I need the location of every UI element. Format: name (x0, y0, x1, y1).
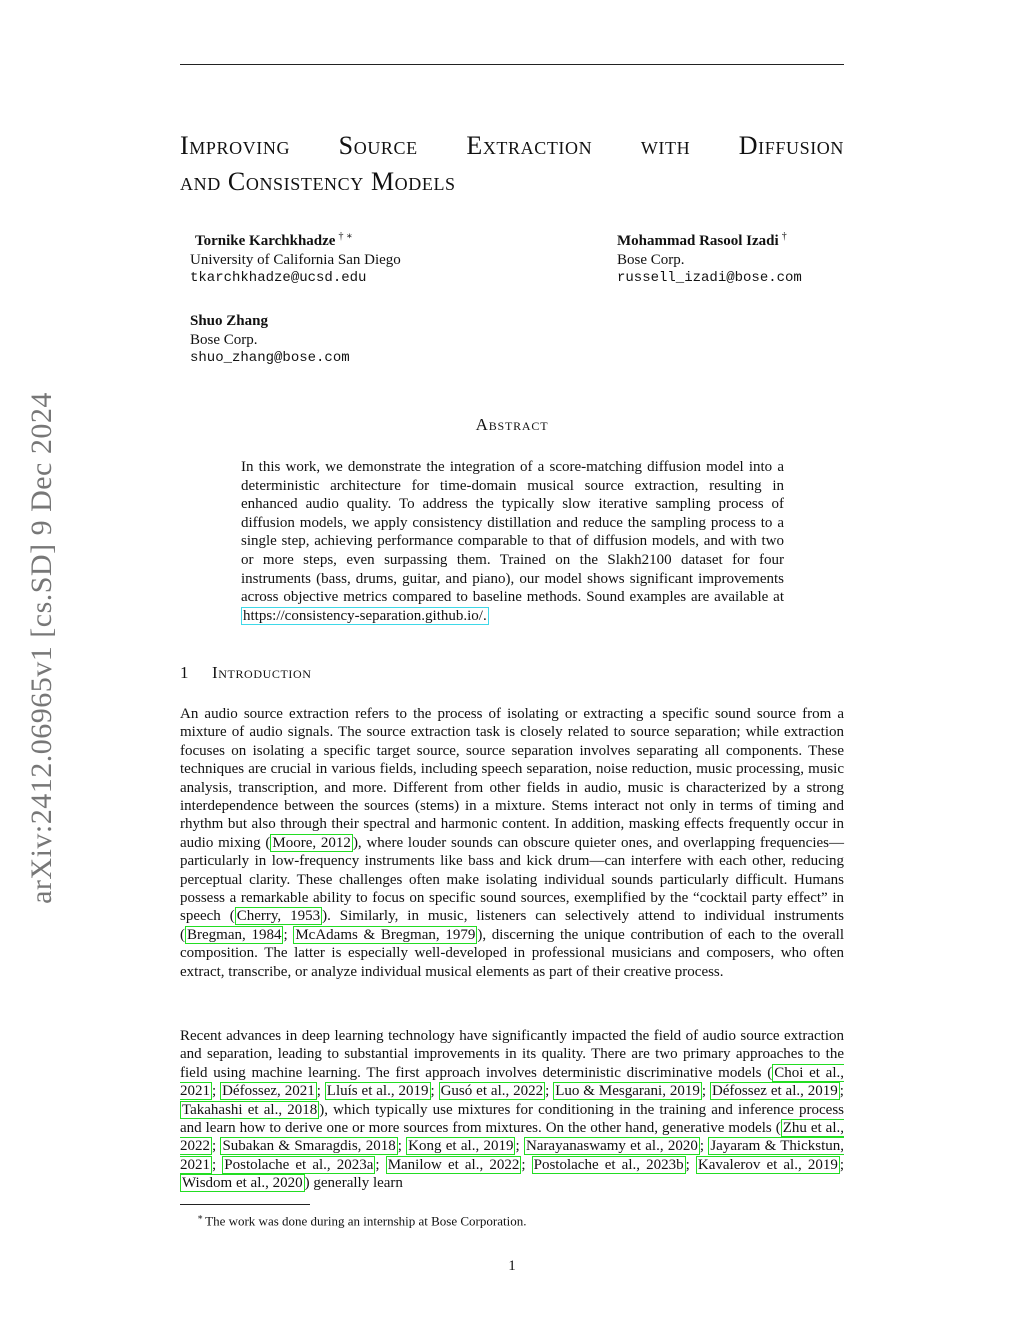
intro-paragraph-2 (180, 1027, 844, 1193)
text-run: ; (839, 1083, 844, 1100)
page-number: 1 (508, 1258, 516, 1274)
abstract-body: In this work, we demonstrate the integration of a score-matching diffusion model into a deterministic architecture for time-domain musical source extraction, resulting in enhanced audio quality. To address the typically slow iterative sampling process of diffusion models, we apply consistency distillation and reduce the sampling process to a single step, achieving performance comparable to that of diffusion models, and with two or more steps, even surpassing them. Trained on the Slakh2100 dataset for four instruments (bass, drums, guitar, and piano), our model shows significant improvements across objective metrics compared to baseline methods. Sound examples are available at (241, 459, 784, 606)
footnote-text: The work was done during an internship at Bose Corporation. (205, 1213, 527, 1229)
text-run: ; (701, 1083, 710, 1100)
text-run: ; (283, 926, 294, 943)
title-line-1: Improving Source Extraction with Diffusion (180, 131, 844, 160)
author-block (190, 228, 401, 288)
author-email: russell_izadi@bose.com (617, 270, 802, 286)
citation-link[interactable]: Défossez, 2021 (222, 1083, 315, 1100)
citation-link[interactable]: Cherry, 1953 (236, 908, 321, 925)
citation-link[interactable]: Bregman, 1984 (187, 926, 282, 943)
text-run: ; (212, 1138, 221, 1155)
section-heading (180, 663, 312, 683)
footnote-mark: ∗ (197, 1212, 204, 1222)
footnote (197, 1209, 526, 1229)
top-rule (180, 64, 844, 65)
text-run: ; (521, 1156, 532, 1173)
text-run: ), where louder sounds can obscure quieter ones, and overlapping frequencies—particularly in low-frequency instruments like bass and kick drum—can interfere with each other, reducing perceptual clarity. These challenges often make isolating individual sounds particularly difficult. Humans possess a remarkable ability to focus on specific sound sources, exemplified by the “cocktail party effect” in speech ( (180, 834, 844, 925)
text-run: ; (685, 1156, 696, 1173)
text-run: ; (375, 1156, 386, 1173)
author-marks: † ∗ (338, 231, 353, 242)
citation-link[interactable]: Postolache et al., 2023a (224, 1156, 374, 1173)
text-run: ) generally learn (304, 1175, 403, 1192)
text-run: Recent advances in deep learning technology have significantly impacted the field of audio source extraction and separation, leading to substantial improvements in its quality. There are two primary approaches to the field using machine learning. The first approach involves deterministic discriminative models ( (180, 1028, 844, 1081)
text-run: ; (430, 1083, 439, 1100)
citation-link[interactable]: Jayaram & Thickstun, 2021 (180, 1138, 845, 1173)
citation-link[interactable]: Wisdom et al., 2020 (182, 1175, 303, 1192)
section-title: Introduction (212, 663, 312, 682)
title-line-2: and Consistency Models (180, 167, 456, 196)
text-run: ), which typically use mixtures for conditioning in the training and inference process and learn how to derive one or more sources from mixtures. On the other hand, generative models ( (180, 1101, 844, 1137)
author-affiliation: Bose Corp. (190, 331, 258, 348)
text-run: ; (699, 1138, 709, 1155)
author-name: Mohammad Rasool Izadi (617, 233, 779, 249)
text-run: ; (397, 1138, 407, 1155)
citation-link[interactable]: Luo & Mesgarani, 2019 (555, 1083, 700, 1100)
author-name: Shuo Zhang (190, 313, 268, 329)
author-email: tkarchkhadze@ucsd.edu (190, 270, 367, 286)
footnote-rule (180, 1204, 310, 1205)
citation-link[interactable]: Défossez et al., 2019 (711, 1083, 838, 1100)
intro-paragraph-1 (180, 705, 844, 981)
section-number: 1 (180, 663, 190, 682)
text-run: An audio source extraction refers to the process of isolating or extracting a specific sound source from a mixture of audio signals. The source extraction task is closely related to source separation; while extraction focuses on isolating a specific target source, source separation involves separating all components. These techniques are crucial in various fields, including speech separation, noise reduction, music processing, music analysis, transcription, and more. Different from other fields in audio, music is characterized by a strong interdependence between the sources (stems) in a mixture. Stems interact not only in terms of timing and rhythm but also through their spectral and harmonic content. In addition, masking effects frequently occur in audio mixing ( (180, 706, 844, 851)
citation-link[interactable]: Lluís et al., 2019 (326, 1083, 429, 1100)
citation-link[interactable]: Narayanaswamy et al., 2020 (525, 1138, 698, 1155)
text-run: ; (545, 1083, 554, 1100)
text-run: ; (212, 1083, 221, 1100)
author-block (190, 312, 350, 368)
citation-link[interactable]: McAdams & Bregman, 1979 (295, 926, 476, 943)
project-link[interactable]: https://consistency-separation.github.io/. (243, 607, 487, 624)
abstract-heading: Abstract (475, 415, 549, 434)
citation-link[interactable]: Kavalerov et al., 2019 (697, 1156, 838, 1173)
author-block (617, 228, 802, 288)
citation-link[interactable]: Kong et al., 2019 (408, 1138, 514, 1155)
author-marks: † (781, 231, 787, 242)
paper-title (180, 128, 844, 200)
citation-link[interactable]: Gusó et al., 2022 (440, 1083, 544, 1100)
text-run: ; (212, 1156, 223, 1173)
arxiv-identifier: arXiv:2412.06965v1 [cs.SD] 9 Dec 2024 (25, 392, 58, 904)
citation-link[interactable]: Takahashi et al., 2018 (182, 1101, 318, 1118)
author-email: shuo_zhang@bose.com (190, 350, 350, 366)
text-run: ). Similarly, in music, listeners can selectively attend to individual instruments ( (180, 908, 844, 943)
citation-link[interactable]: Moore, 2012 (272, 834, 351, 851)
citation-link[interactable]: Choi et al., 2021 (180, 1064, 845, 1100)
author-affiliation: Bose Corp. (617, 251, 685, 268)
author-affiliation: University of California San Diego (190, 251, 401, 268)
citation-link[interactable]: Zhu et al., 2022 (180, 1120, 844, 1155)
text-run: ), discerning the unique contribution of each to the overall composition. The latter is especially well-developed in professional musicians and composers, who often extract, transcribe, or analyze individual musical elements as part of their creative process. (180, 926, 845, 980)
citation-link[interactable]: Manilow et al., 2022 (387, 1156, 520, 1173)
citation-link[interactable]: Subakan & Smaragdis, 2018 (222, 1138, 396, 1155)
citation-link[interactable]: Postolache et al., 2023b (533, 1156, 684, 1173)
author-name: Tornike Karchkhadze (195, 233, 336, 249)
text-run: ; (839, 1156, 844, 1173)
abstract-text (241, 458, 784, 625)
text-run: ; (515, 1138, 524, 1155)
text-run: ; (316, 1083, 325, 1100)
